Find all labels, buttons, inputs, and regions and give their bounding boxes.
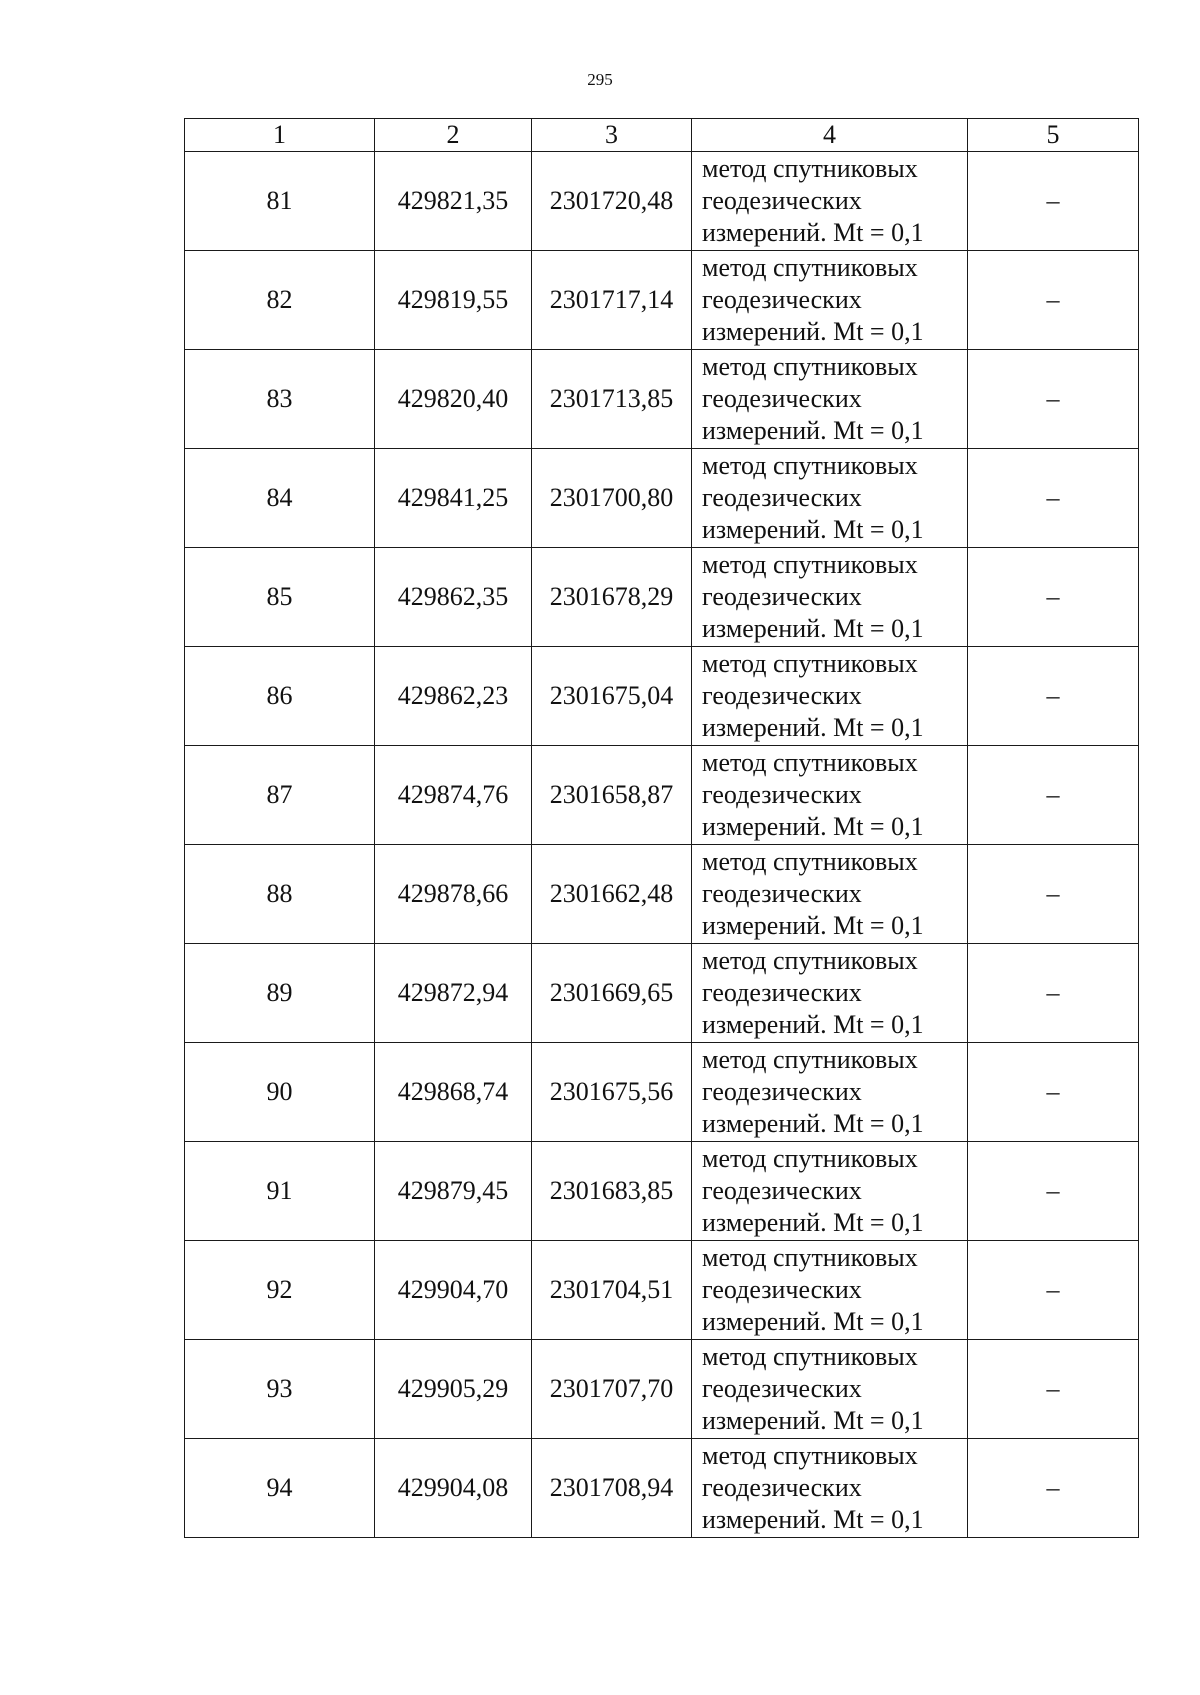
note-cell: – [968,449,1139,548]
method-cell [692,1043,968,1142]
method-line: измерений. Mt = 0,1 [702,713,924,742]
column-header-4: 4 [692,119,968,152]
method-line: геодезических [702,285,862,314]
x-coordinate-cell: 429905,29 [375,1340,532,1439]
method-line: метод спутниковых [702,649,918,678]
header-row [185,119,1139,152]
page-number: 295 [587,70,613,89]
point-number-cell: 91 [185,1142,375,1241]
method-cell [692,1241,968,1340]
x-coordinate-cell: 429862,35 [375,548,532,647]
note-cell: – [968,350,1139,449]
x-coordinate-cell: 429874,76 [375,746,532,845]
note-cell: – [968,1439,1139,1538]
y-coordinate-cell: 2301707,70 [532,1340,692,1439]
point-number-cell: 87 [185,746,375,845]
point-number-cell: 88 [185,845,375,944]
point-number-cell: 86 [185,647,375,746]
point-number-cell: 94 [185,1439,375,1538]
method-line: измерений. Mt = 0,1 [702,317,924,346]
point-number-cell: 85 [185,548,375,647]
method-cell [692,449,968,548]
method-cell [692,251,968,350]
note-cell: – [968,152,1139,251]
table-row [185,152,1139,251]
x-coordinate-cell: 429862,23 [375,647,532,746]
method-line: геодезических [702,978,862,1007]
method-cell [692,350,968,449]
method-line: метод спутниковых [702,946,918,975]
method-line: геодезических [702,186,862,215]
point-number-cell: 89 [185,944,375,1043]
point-number-cell: 90 [185,1043,375,1142]
method-line: метод спутниковых [702,748,918,777]
method-line: геодезических [702,1374,862,1403]
table-row [185,845,1139,944]
method-cell [692,1340,968,1439]
method-cell [692,548,968,647]
x-coordinate-cell: 429879,45 [375,1142,532,1241]
method-cell [692,944,968,1043]
column-header-2: 2 [375,119,532,152]
method-cell [692,647,968,746]
method-line: метод спутниковых [702,550,918,579]
method-cell [692,1439,968,1538]
table-row [185,1142,1139,1241]
method-line: метод спутниковых [702,154,918,183]
method-line: метод спутниковых [702,451,918,480]
method-line: измерений. Mt = 0,1 [702,218,924,247]
y-coordinate-cell: 2301662,48 [532,845,692,944]
method-cell [692,152,968,251]
method-line: геодезических [702,681,862,710]
x-coordinate-cell: 429904,70 [375,1241,532,1340]
method-line: геодезических [702,1275,862,1304]
note-cell: – [968,845,1139,944]
method-line: измерений. Mt = 0,1 [702,911,924,940]
method-line: метод спутниковых [702,253,918,282]
y-coordinate-cell: 2301720,48 [532,152,692,251]
y-coordinate-cell: 2301675,04 [532,647,692,746]
method-line: метод спутниковых [702,1144,918,1173]
note-cell: – [968,251,1139,350]
note-cell: – [968,548,1139,647]
method-line: измерений. Mt = 0,1 [702,1010,924,1039]
method-line: метод спутниковых [702,352,918,381]
method-line: измерений. Mt = 0,1 [702,1307,924,1336]
y-coordinate-cell: 2301658,87 [532,746,692,845]
point-number-cell: 82 [185,251,375,350]
table-row [185,449,1139,548]
coordinates-table [184,118,1139,1538]
method-line: геодезических [702,1473,862,1502]
method-line: метод спутниковых [702,1441,918,1470]
note-cell: – [968,746,1139,845]
x-coordinate-cell: 429904,08 [375,1439,532,1538]
y-coordinate-cell: 2301704,51 [532,1241,692,1340]
y-coordinate-cell: 2301708,94 [532,1439,692,1538]
y-coordinate-cell: 2301675,56 [532,1043,692,1142]
method-cell [692,845,968,944]
table-row [185,647,1139,746]
method-line: измерений. Mt = 0,1 [702,1406,924,1435]
x-coordinate-cell: 429868,74 [375,1043,532,1142]
y-coordinate-cell: 2301683,85 [532,1142,692,1241]
note-cell: – [968,647,1139,746]
method-line: метод спутниковых [702,847,918,876]
x-coordinate-cell: 429821,35 [375,152,532,251]
x-coordinate-cell: 429841,25 [375,449,532,548]
method-cell [692,1142,968,1241]
method-line: измерений. Mt = 0,1 [702,515,924,544]
x-coordinate-cell: 429819,55 [375,251,532,350]
column-header-1: 1 [185,119,375,152]
method-line: измерений. Mt = 0,1 [702,812,924,841]
table-row [185,1241,1139,1340]
table-row [185,350,1139,449]
method-line: геодезических [702,483,862,512]
table-row [185,944,1139,1043]
y-coordinate-cell: 2301717,14 [532,251,692,350]
method-line: геодезических [702,879,862,908]
note-cell: – [968,1142,1139,1241]
table-row [185,548,1139,647]
y-coordinate-cell: 2301700,80 [532,449,692,548]
method-line: метод спутниковых [702,1243,918,1272]
y-coordinate-cell: 2301713,85 [532,350,692,449]
x-coordinate-cell: 429878,66 [375,845,532,944]
method-line: измерений. Mt = 0,1 [702,1109,924,1138]
table-row [185,1340,1139,1439]
method-line: метод спутниковых [702,1045,918,1074]
method-line: метод спутниковых [702,1342,918,1371]
method-line: измерений. Mt = 0,1 [702,614,924,643]
table-row [185,251,1139,350]
x-coordinate-cell: 429820,40 [375,350,532,449]
note-cell: – [968,944,1139,1043]
point-number-cell: 84 [185,449,375,548]
method-line: геодезических [702,780,862,809]
x-coordinate-cell: 429872,94 [375,944,532,1043]
point-number-cell: 93 [185,1340,375,1439]
table-row [185,1043,1139,1142]
note-cell: – [968,1043,1139,1142]
method-line: геодезических [702,1077,862,1106]
column-header-3: 3 [532,119,692,152]
method-line: измерений. Mt = 0,1 [702,416,924,445]
method-line: геодезических [702,384,862,413]
method-line: геодезических [702,1176,862,1205]
method-cell [692,746,968,845]
point-number-cell: 83 [185,350,375,449]
y-coordinate-cell: 2301669,65 [532,944,692,1043]
y-coordinate-cell: 2301678,29 [532,548,692,647]
point-number-cell: 92 [185,1241,375,1340]
method-line: измерений. Mt = 0,1 [702,1208,924,1237]
table-row [185,746,1139,845]
point-number-cell: 81 [185,152,375,251]
note-cell: – [968,1340,1139,1439]
method-line: геодезических [702,582,862,611]
method-line: измерений. Mt = 0,1 [702,1505,924,1534]
column-header-5: 5 [968,119,1139,152]
table-row [185,1439,1139,1538]
note-cell: – [968,1241,1139,1340]
